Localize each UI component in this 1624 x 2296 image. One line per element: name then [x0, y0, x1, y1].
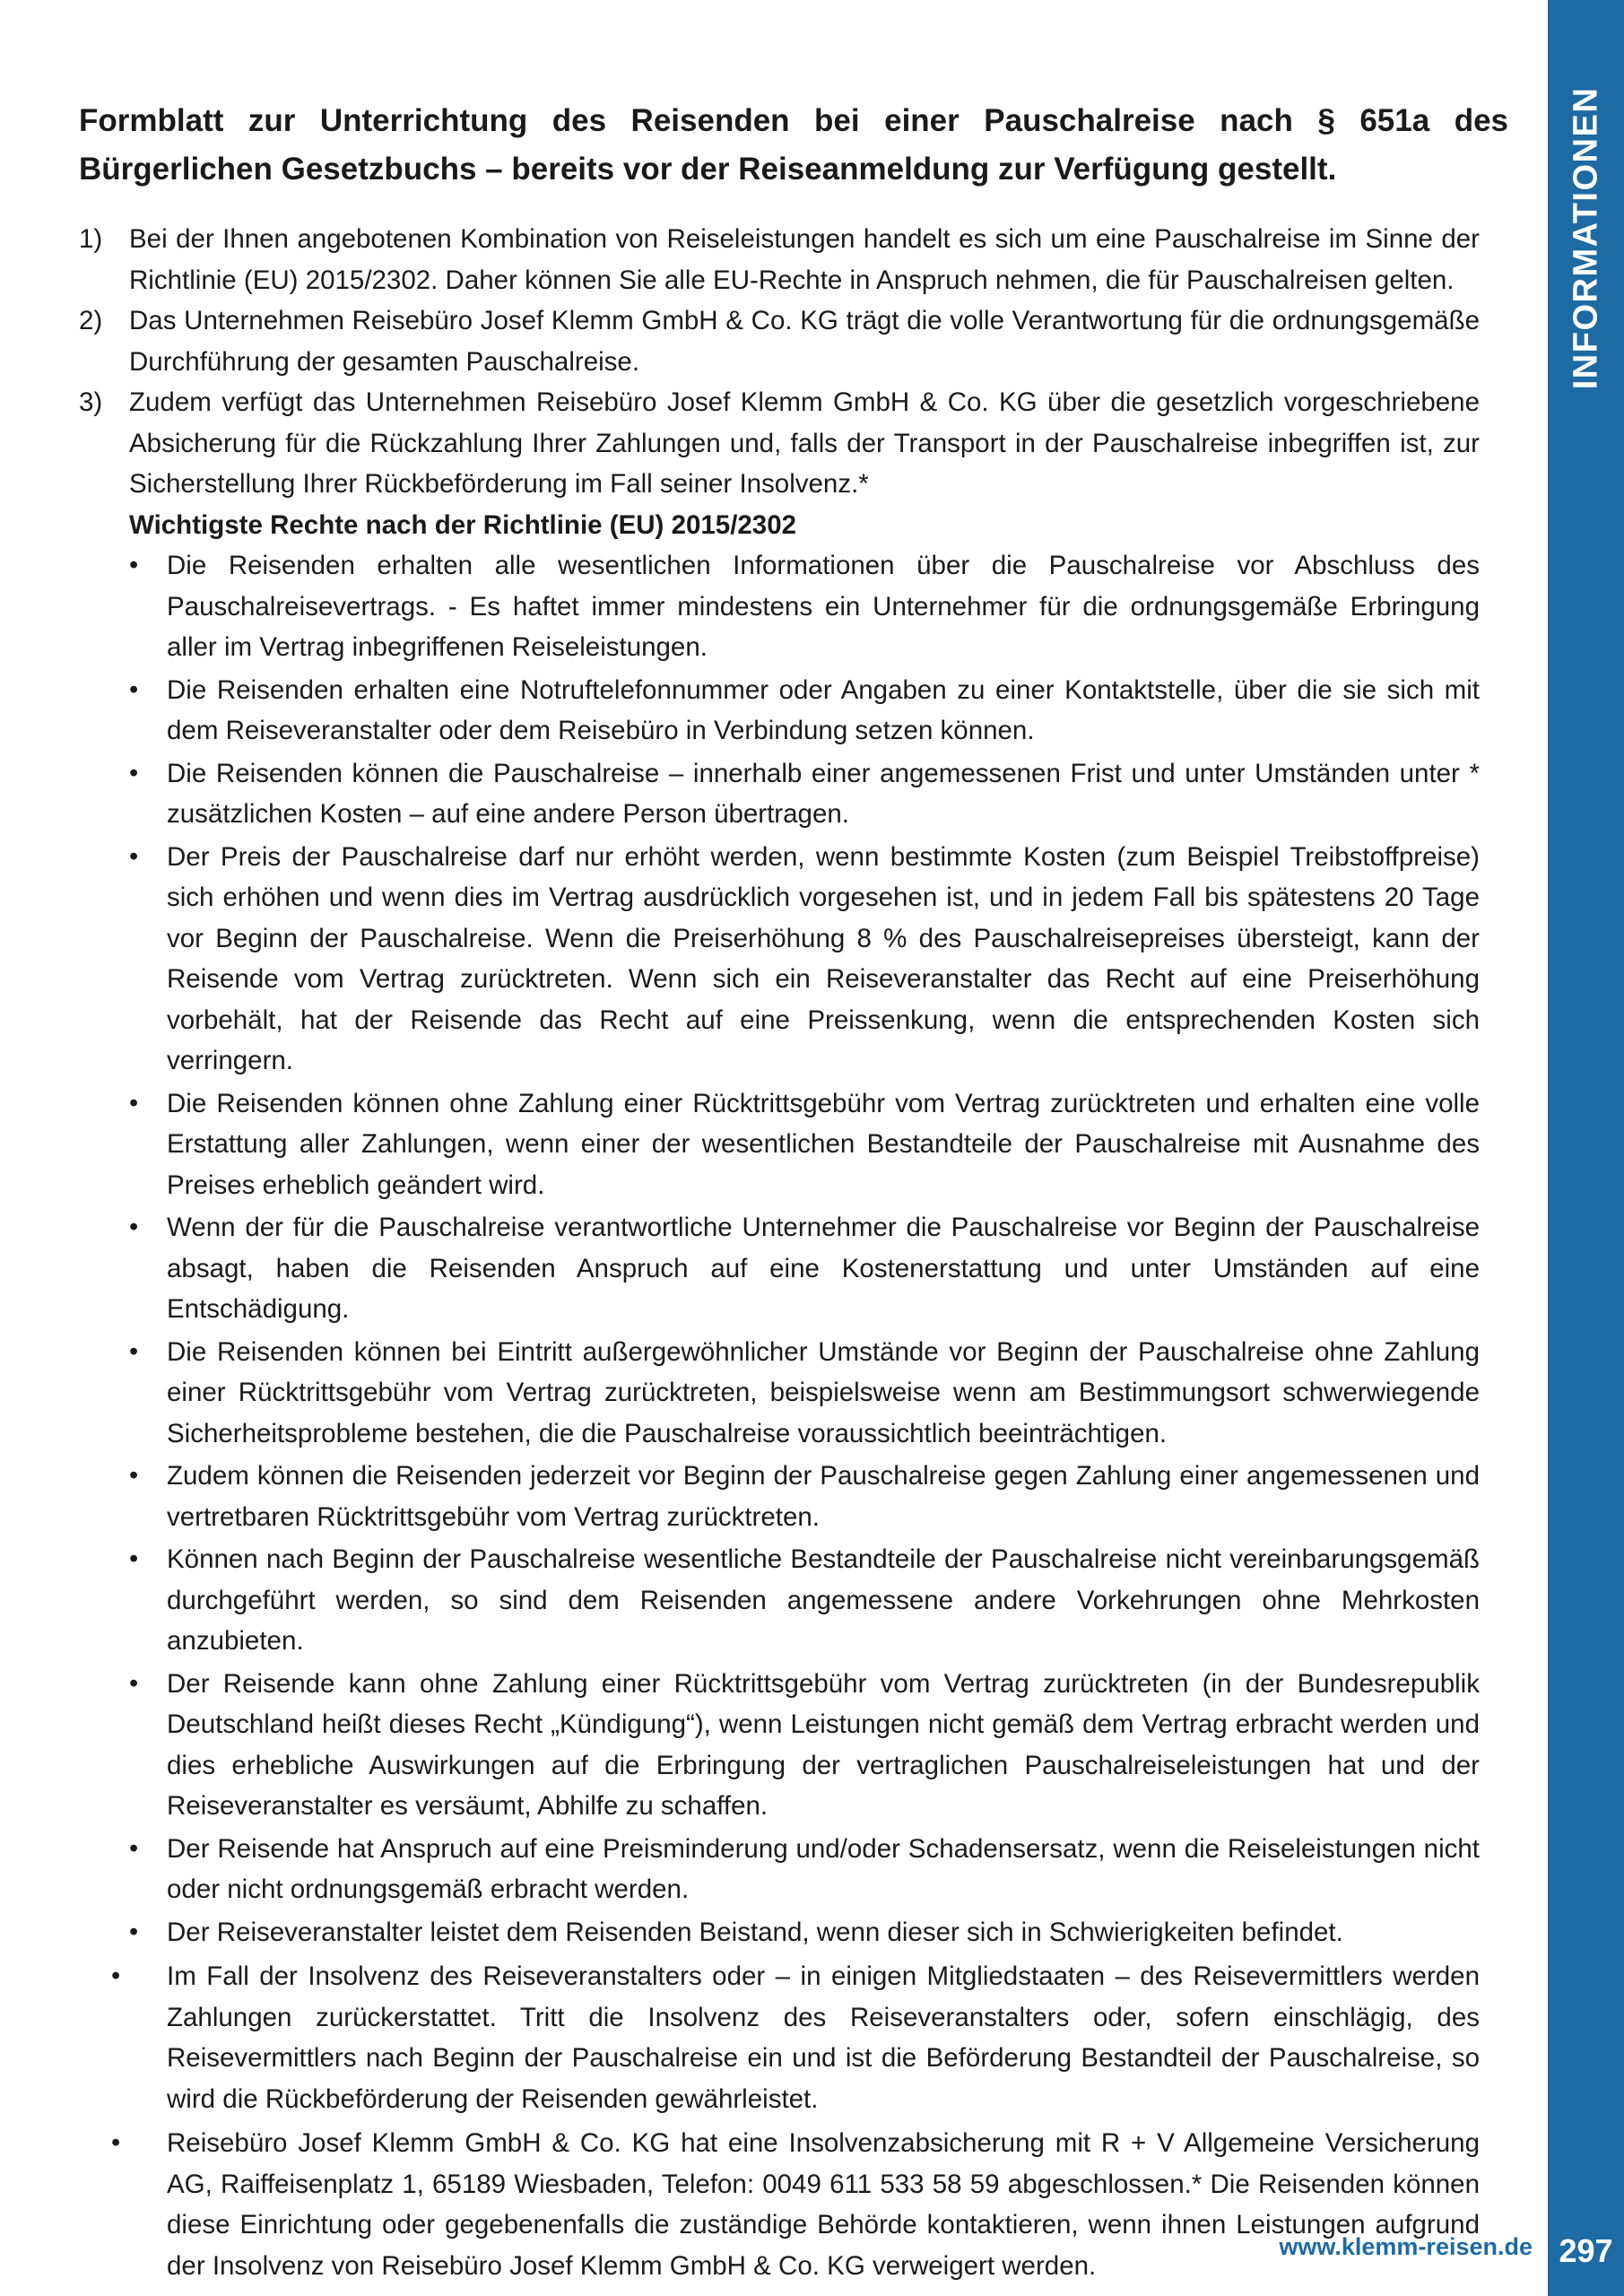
sidebar-label: INFORMATIONEN	[1567, 86, 1605, 389]
numbered-text: Bei der Ihnen angebotenen Kombination von Reiseleistungen handelt es sich um eine Pauschalreise im Sinne der Richtlinie (EU) 2015/2302. Daher können Sie alle EU-Rechte in Anspruch nehmen, die für Pauschalreisen gelten.	[129, 224, 1480, 295]
bullet-icon: •	[129, 1461, 139, 1490]
bullet-icon: •	[129, 1833, 139, 1863]
bullet-icon: •	[129, 1088, 139, 1118]
bullet-icon: •	[129, 1917, 139, 1946]
insolvency-list	[79, 1956, 1480, 2286]
list-item-text: Reisebüro Josef Klemm GmbH & Co. KG hat eine Insolvenzabsicherung mit R + V Allgemeine Versicherung AG, Raiffeisenplatz 1, 65189 Wiesbaden, Telefon: 0049 611 533 58 59 abgeschlossen.* Die Reisenden können diese Einrichtung oder gegebenenfalls die zuständige Behörde kontaktieren, wenn ihnen Leistungen aufgrund der Insolvenz von Reisebüro Josef Klemm GmbH & Co. KG verweigert werden.	[167, 2128, 1480, 2281]
sidebar-label-wrap	[1548, 86, 1624, 389]
bullet-icon: •	[129, 1544, 139, 1573]
bullet-icon: •	[129, 758, 139, 787]
list-item	[129, 1912, 1480, 1953]
list-item-text: Der Preis der Pauschalreise darf nur erhöht werden, wenn bestimmte Kosten (zum Beispiel Treibstoffpreise) sich erhöhen und wenn dies im Vertrag ausdrücklich vorgesehen ist, und in jedem Fall bis spätestens 20 Tage vor Beginn der Pauschalreise. Wenn die Preiserhöhung 8 % des Pauschalreisepreises übersteigt, kann der Reisende vom Vertrag zurücktreten. Wenn sich ein Reiseveranstalter das Recht auf eine Preiserhöhung vorbehält, hat der Reisende das Recht auf eine Preissenkung, wenn die entsprechenden Kosten sich verringern.	[167, 841, 1480, 1075]
list-item	[79, 1956, 1480, 2119]
list-item-text: Der Reisende hat Anspruch auf eine Preisminderung und/oder Schadensersatz, wenn die Reiseleistungen nicht oder nicht ordnungsgemäß erbracht werden.	[167, 1833, 1480, 1904]
list-item	[129, 837, 1480, 1082]
list-item	[129, 545, 1480, 668]
list-item	[129, 1829, 1480, 1910]
list-item	[129, 1207, 1480, 1330]
rights-list	[129, 545, 1480, 1952]
list-item	[129, 670, 1480, 752]
footer-website-link[interactable]: www.klemm-reisen.de	[1279, 2233, 1533, 2260]
list-item-text: Wenn der für die Pauschalreise verantwortliche Unternehmer die Pauschalreise vor Beginn der Pauschalreise absagt, haben die Reisenden Anspruch auf eine Kostenerstattung und unter Umständen auf eine Entschädigung.	[167, 1213, 1480, 1324]
list-item	[129, 1332, 1480, 1455]
bullet-icon: •	[111, 1961, 121, 1990]
numbered-item	[79, 300, 1480, 382]
bullet-icon: •	[129, 674, 139, 704]
list-item-text: Die Reisenden erhalten eine Notruftelefonnummer oder Angaben zu einer Kontaktstelle, über die sie sich mit dem Reiseveranstalter oder dem Reisebüro in Verbindung setzen können.	[167, 674, 1480, 745]
list-item-text: Die Reisenden können ohne Zahlung einer Rücktrittsgebühr vom Vertrag zurücktreten und erhalten eine volle Erstattung aller Zahlungen, wenn einer der wesentlichen Bestandteile der Pauschalreise mit Ausnahme des Preises erheblich geändert wird.	[167, 1088, 1480, 1200]
list-item	[129, 1539, 1480, 1662]
numbered-list	[79, 219, 1480, 505]
document-body	[79, 97, 1508, 2286]
bullet-icon: •	[129, 1668, 139, 1698]
numbered-marker: 1)	[79, 224, 103, 254]
list-item-text: Der Reisende kann ohne Zahlung einer Rücktrittsgebühr vom Vertrag zurücktreten (in der Bundesrepublik Deutschland heißt dieses Recht „Kündigung“), wenn Leistungen nicht gemäß dem Vertrag erbracht werden und dies erhebliche Auswirkungen auf die Erbringung der vertraglichen Pauschalreiseleistungen hat und der Reiseveranstalter es versäumt, Abhilfe zu schaffen.	[167, 1668, 1480, 1821]
list-item-text: Im Fall der Insolvenz des Reiseveranstalters oder – in einigen Mitgliedstaaten – des Reisevermittlers werden Zahlungen zurückerstattet. Tritt die Insolvenz des Reiseveranstalters oder, sofern einschlägig, des Reisevermittlers nach Beginn der Pauschalreise ein und ist die Beförderung Bestandteil der Pauschalreise, so wird die Rückbeförderung der Reisenden gewährleistet.	[167, 1961, 1480, 2114]
bullet-icon: •	[129, 551, 139, 579]
page-title: Formblatt zur Unterrichtung des Reisenden bei einer Pauschalreise nach § 651a des Bürgerlichen Gesetzbuchs – bereits vor der Reiseanmeldung zur Verfügung gestellt.	[79, 103, 1508, 187]
bullet-icon: •	[129, 841, 139, 871]
numbered-item	[79, 382, 1480, 505]
list-item-text: Der Reiseveranstalter leistet dem Reisenden Beistand, wenn dieser sich in Schwierigkeiten befindet.	[167, 1917, 1343, 1947]
page-number: 297	[1559, 2232, 1613, 2269]
list-item-text: Die Reisenden können die Pauschalreise – innerhalb einer angemessenen Frist und unter Umständen unter * zusätzlichen Kosten – auf eine andere Person übertragen.	[167, 758, 1480, 829]
list-item-text: Die Reisenden erhalten alle wesentlichen Informationen über die Pauschalreise vor Abschluss des Pauschalreisevertrags. - Es haftet immer mindestens ein Unternehmer für die ordnungsgemäße Erbringung aller im Vertrag inbegriffenen Reiseleistungen.	[167, 551, 1480, 662]
bullet-icon: •	[129, 1213, 139, 1241]
numbered-marker: 2)	[79, 306, 103, 335]
list-item-text: Können nach Beginn der Pauschalreise wesentliche Bestandteile der Pauschalreise nicht vereinbarungsgemäß durchgeführt werden, so sind dem Reisenden angemessene andere Vorkehrungen ohne Mehrkosten anzubieten.	[167, 1544, 1480, 1656]
list-item	[129, 1456, 1480, 1537]
list-item-text: Zudem können die Reisenden jederzeit vor Beginn der Pauschalreise gegen Zahlung einer angemessenen und vertretbaren Rücktrittsgebühr vom Vertrag zurücktreten.	[167, 1461, 1480, 1532]
bullet-icon: •	[129, 1336, 139, 1366]
numbered-text: Zudem verfügt das Unternehmen Reisebüro Josef Klemm GmbH & Co. KG über die gesetzlich vorgeschriebene Absicherung für die Rückzahlung Ihrer Zahlungen und, falls der Transport in der Pauschalreise inbegriffen ist, zur Sicherstellung Ihrer Rückbeförderung im Fall seiner Insolvenz.*	[129, 387, 1480, 499]
list-item	[129, 1083, 1480, 1206]
numbered-text: Das Unternehmen Reisebüro Josef Klemm GmbH & Co. KG trägt die volle Verantwortung für die ordnungsgemäße Durchführung der gesamten Pauschalreise.	[129, 306, 1480, 377]
bullet-icon: •	[111, 2128, 121, 2157]
numbered-item	[79, 219, 1480, 300]
list-item	[79, 2123, 1480, 2286]
numbered-marker: 3)	[79, 387, 103, 417]
list-item	[129, 753, 1480, 835]
rights-heading: Wichtigste Rechte nach der Richtlinie (EU) 2015/2302	[129, 509, 797, 540]
list-item	[129, 1664, 1480, 1827]
list-item-text: Die Reisenden können bei Eintritt außergewöhnlicher Umstände vor Beginn der Pauschalreise ohne Zahlung einer Rücktrittsgebühr vom Vertrag zurücktreten, beispielsweise wenn am Bestimmungsort schwerwiegende Sicherheitsprobleme bestehen, die die Pauschalreise voraussichtlich beeinträchtigen.	[167, 1336, 1480, 1448]
